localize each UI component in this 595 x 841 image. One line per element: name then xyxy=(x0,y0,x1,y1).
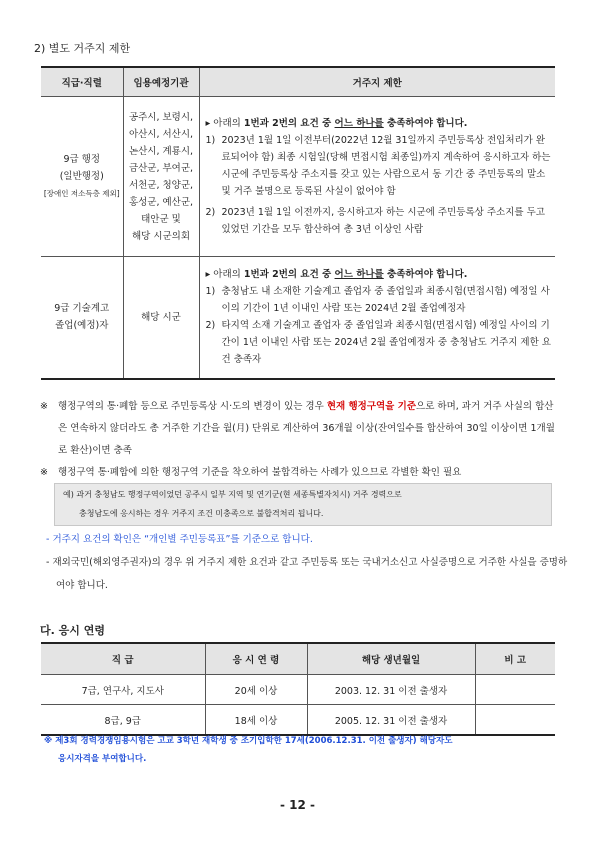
condition-item: 1) 충청남도 내 소재한 기술계고 졸업자 중 졸업일과 최종시험(면접시험) 예정일 사이의 기간이 1년 이내인 사람 또는 2024년 2월 졸업예정자 xyxy=(205,286,550,315)
grade-line: 졸업(예정)자 xyxy=(55,320,109,332)
header-grade: 직급·직렬 xyxy=(41,67,123,97)
condition-lead: ▸ 아래의 1번과 2번의 요건 중 어느 하나를 충족하여야 합니다. xyxy=(205,118,468,129)
example-box: 예) 과거 충청남도 행정구역이었던 공주시 일부 지역 및 연기군(현 세종특별자치시) 거주 경력으로 충청남도에 응시하는 경우 거주지 조건 미충족으로 불합격처리 됩니다. xyxy=(54,483,552,526)
condition-item: 2) 타지역 소재 기술계고 졸업자 중 졸업일과 최종시험(면접시험) 예정일 사이의 기간이 1년 이내인 사람 또는 2024년 2월 졸업예정자 중 충청남도 거주지 제한 요건 충족자 xyxy=(205,320,551,366)
condition-item: 2) 2023년 1월 1일 이전까지, 응시하고자 하는 시군에 주민등록상 주소지를 두고 있었던 기간을 모두 합산하여 총 3년 이상인 사람 xyxy=(205,207,545,235)
section-title: 2) 별도 거주지 제한 xyxy=(34,42,131,55)
dash-note-registration: - 거주지 요건의 확인은 “개인별 주민등록표”를 기준으로 합니다. xyxy=(46,534,313,545)
org-line: 서천군, 청양군, xyxy=(128,179,194,191)
org-line: 태안군 및 xyxy=(141,213,181,225)
page-number: - 12 - xyxy=(279,798,315,812)
org-line: 홍성군, 예산군, xyxy=(128,196,194,208)
grade-line: 9급 행정 xyxy=(63,154,101,165)
condition-cell xyxy=(199,97,555,257)
condition-lead: ▸ 아래의 1번과 2번의 요건 중 어느 하나를 충족하여야 합니다. xyxy=(205,269,468,281)
table-row: 7급, 연구사, 지도사 20세 이상 2003. 12. 31 이전 출생자 xyxy=(41,675,555,705)
bottom-note: ※ 제3회 경력경쟁임용시험은 고교 3학년 재학생 중 조기입학한 17세(2006.12.31. 이전 출생자) 해당자도 응시자격을 부여합니다. xyxy=(44,736,453,764)
header-restriction: 거주지 제한 xyxy=(199,67,555,97)
header-birthdate: 해당 생년월일 xyxy=(307,643,475,675)
header-grade: 직 급 xyxy=(41,643,205,675)
org-line: 아산시, 서산시, xyxy=(128,128,194,140)
age-table xyxy=(41,642,555,736)
notes-block xyxy=(40,396,560,484)
org-line: 금산군, 부여군, xyxy=(128,162,194,174)
condition-item: 1) 2023년 1월 1일 이전부터(2022년 12월 31일까지 주민등록상 전입처리가 완료되어야 함) 최종 시험일(당해 면접시험 최종일)까지 계속하여 응시하고자 하는 시군에 주민등록상 주소지를 갖고 있는 사람으로서 동 기간 중 주민등록의 말소 및 거주 불명으로 등록된 사실이 없어야 함 xyxy=(205,135,551,197)
residence-restriction-table xyxy=(41,66,555,380)
table-row xyxy=(41,97,555,257)
grade-line: 9급 기술계고 xyxy=(54,303,110,315)
grade-cell xyxy=(41,257,123,379)
org-cell xyxy=(123,97,199,257)
org-line: 해당 시군 xyxy=(141,311,181,323)
table-header-row xyxy=(41,67,555,97)
header-remarks: 비 고 xyxy=(475,643,555,675)
subsection-title: 다. 응시 연령 xyxy=(40,624,105,637)
table-row: 8급, 9급 18세 이상 2005. 12. 31 이전 출생자 xyxy=(41,705,555,736)
org-cell xyxy=(123,257,199,379)
note-admin-merge: ※ 행정구역의 통·폐합 등으로 주민등록상 시·도의 변경이 있는 경우 현재 행정구역을 기준으로 하며, 과거 거주 사실의 합산은 연속하지 않더라도 총 거주한 기간을 월(月) 단위로 계산하여 36개월 이상(잔여일수를 합산하여 30일 이상이면 1개월로 환산)이면 충족 xyxy=(40,401,555,456)
header-org: 임용예정기관 xyxy=(123,67,199,97)
grade-line: (일반행정) xyxy=(59,171,104,182)
condition-cell xyxy=(199,257,555,379)
org-line: 논산시, 계룡시, xyxy=(128,145,194,157)
org-line: 해당 시군의회 xyxy=(131,230,191,242)
highlight-current-district: 현재 행정구역을 기준 xyxy=(326,401,417,412)
note-check-required: ※ 행정구역 통·폐합에 의한 행정구역 기준을 착오하여 불합격하는 사례가 있으므로 각별한 확인 필요 xyxy=(40,467,462,478)
table-header-row xyxy=(41,643,555,675)
grade-cell xyxy=(41,97,123,257)
grade-line: [장애인 저소득층 제외] xyxy=(43,189,120,198)
org-line: 공주시, 보령시, xyxy=(128,111,194,123)
dash-note-overseas: - 재외국민(해외영주권자)의 경우 위 거주지 제한 요건과 같고 주민등록 또는 국내거소신고 사실증명으로 거주한 사실을 증명하여야 합니다. xyxy=(46,557,568,591)
table-row xyxy=(41,257,555,379)
header-age: 응 시 연 령 xyxy=(205,643,307,675)
